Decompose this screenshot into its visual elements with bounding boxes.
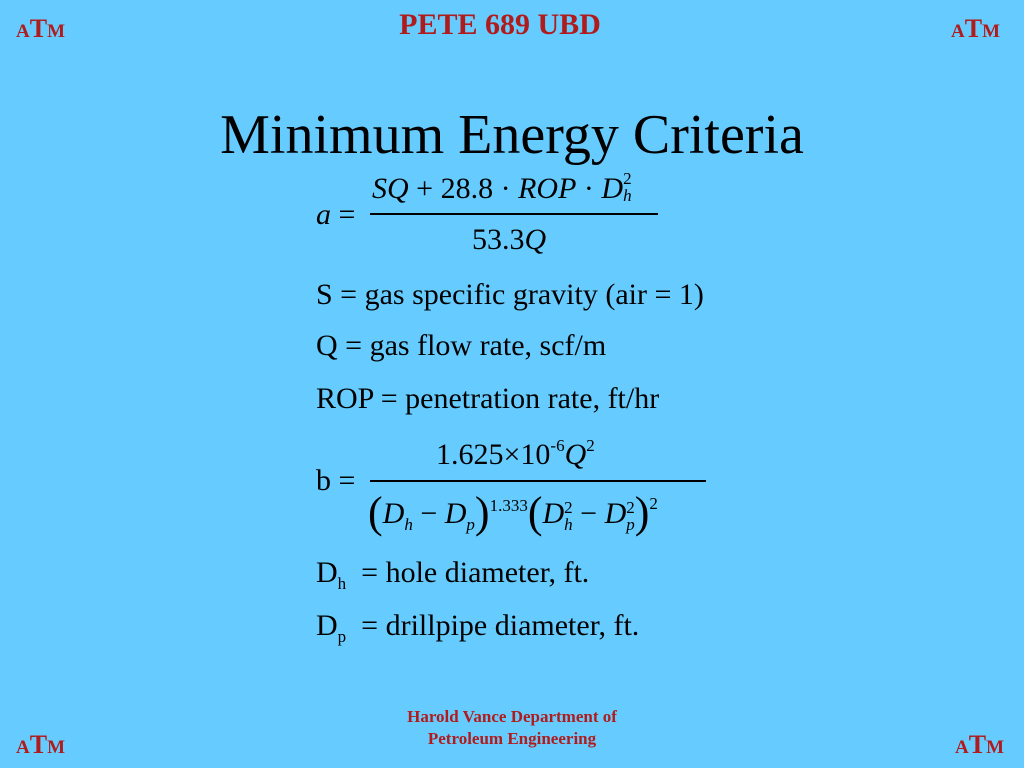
atm-logo-top-left: A T M xyxy=(16,14,66,43)
definition-s: S = gas specific gravity (air = 1) xyxy=(316,278,704,311)
definition-dp: $D_p$ = drillpipe diameter, ft. xyxy=(316,609,640,646)
fraction-bar xyxy=(370,480,706,482)
atm-logo-top-right: A T M xyxy=(951,14,1001,43)
footer-department xyxy=(0,706,1024,750)
definition-q: Q = gas flow rate, scf/m xyxy=(316,329,607,362)
equation-a-numerator: SQ + 28.8 · ROP · D 2 h xyxy=(372,169,632,205)
footer-line-2: Petroleum Engineering xyxy=(427,729,597,748)
fraction-bar xyxy=(370,213,658,215)
equation-b-denominator: $(D_h - D_p)^{1.333}(D$ 2 h − D 2 p )$^2$ xyxy=(368,488,658,537)
course-header: PETE 689 UBD xyxy=(399,8,601,41)
equation-b-numerator: $1.625\times 10^{-6}Q^2$ xyxy=(436,436,595,471)
atm-logo-bottom-left: A T M xyxy=(16,730,66,759)
equation-b-lhs: b = xyxy=(316,464,356,497)
equation-a-denominator: 53.3Q xyxy=(472,223,547,256)
footer-line-1: Harold Vance Department of xyxy=(407,707,617,726)
slide-title: Minimum Energy Criteria xyxy=(220,104,804,166)
definition-rop: ROP = penetration rate, ft/hr xyxy=(316,382,660,415)
atm-logo-bottom-right: A T M xyxy=(955,730,1005,759)
equation-a-lhs: a = xyxy=(316,198,356,231)
definition-dh: $D_h$ = hole diameter, ft. xyxy=(316,556,590,593)
